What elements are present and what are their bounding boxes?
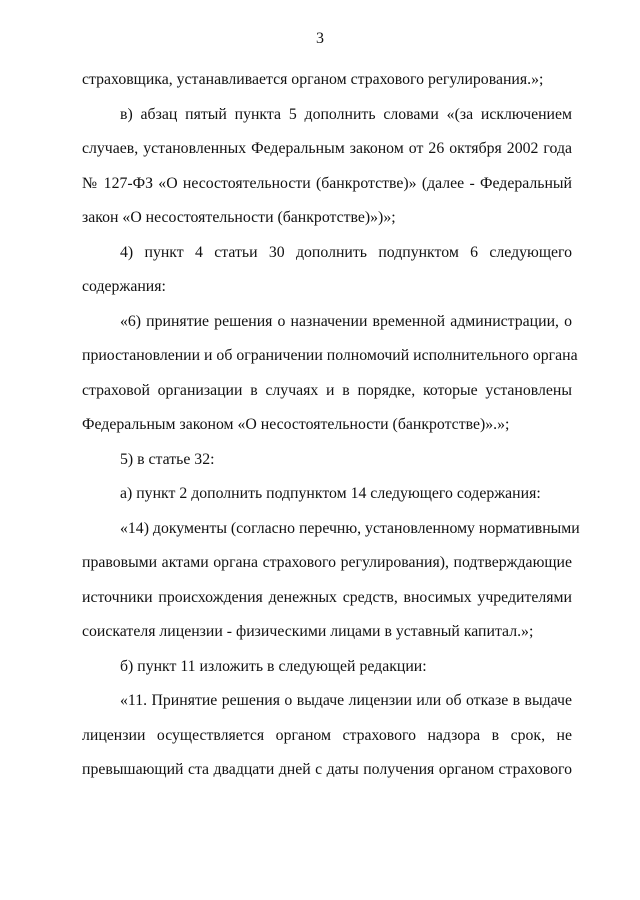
text-line: а) пункт 2 дополнить подпунктом 14 следующего содержания: <box>120 485 541 502</box>
text-line: источники происхождения денежных средств, вносимых учредителями <box>82 588 572 606</box>
text-line: в) абзац пятый пункта 5 дополнить словами «(за исключением <box>120 105 572 123</box>
text-line: соискателя лицензии - физическими лицами в уставный капитал.»; <box>82 623 534 640</box>
text-line: превышающий ста двадцати дней с даты получения органом страхового <box>82 761 572 778</box>
text-line: содержания: <box>82 278 166 295</box>
text-line: приостановлении и об ограничении полномочий исполнительного органа <box>82 347 578 364</box>
text-line: лицензии осуществляется органом страхового надзора в срок, не <box>82 726 572 744</box>
text-line: страховой организации в случаях и в порядке, которые установлены <box>82 381 572 399</box>
text-line: «14) документы (согласно перечню, установленному нормативными <box>120 519 580 537</box>
document-body <box>82 63 580 788</box>
text-line: «11. Принятие решения о выдаче лицензии или об отказе в выдаче <box>120 692 572 709</box>
text-line: случаев, установленных Федеральным законом от 26 октября 2002 года <box>82 140 572 157</box>
text-line: 5) в статье 32: <box>120 450 215 468</box>
page-number: 3 <box>316 30 324 47</box>
text-line: б) пункт 11 изложить в следующей редакции: <box>120 657 427 675</box>
text-line: 4) пункт 4 статьи 30 дополнить подпунктом 6 следующего <box>120 243 572 261</box>
text-line: закон «О несостоятельности (банкротстве)»)»; <box>82 209 396 226</box>
text-line: «6) принятие решения о назначении временной администрации, о <box>120 312 572 330</box>
text-line: страховщика, устанавливается органом страхового регулирования.»; <box>82 71 544 88</box>
text-line: правовыми актами органа страхового регулирования), подтверждающие <box>82 554 572 571</box>
text-line: № 127-ФЗ «О несостоятельности (банкротстве)» (далее - Федеральный <box>82 174 572 192</box>
text-line: Федеральным законом «О несостоятельности (банкротстве)».»; <box>82 416 510 433</box>
